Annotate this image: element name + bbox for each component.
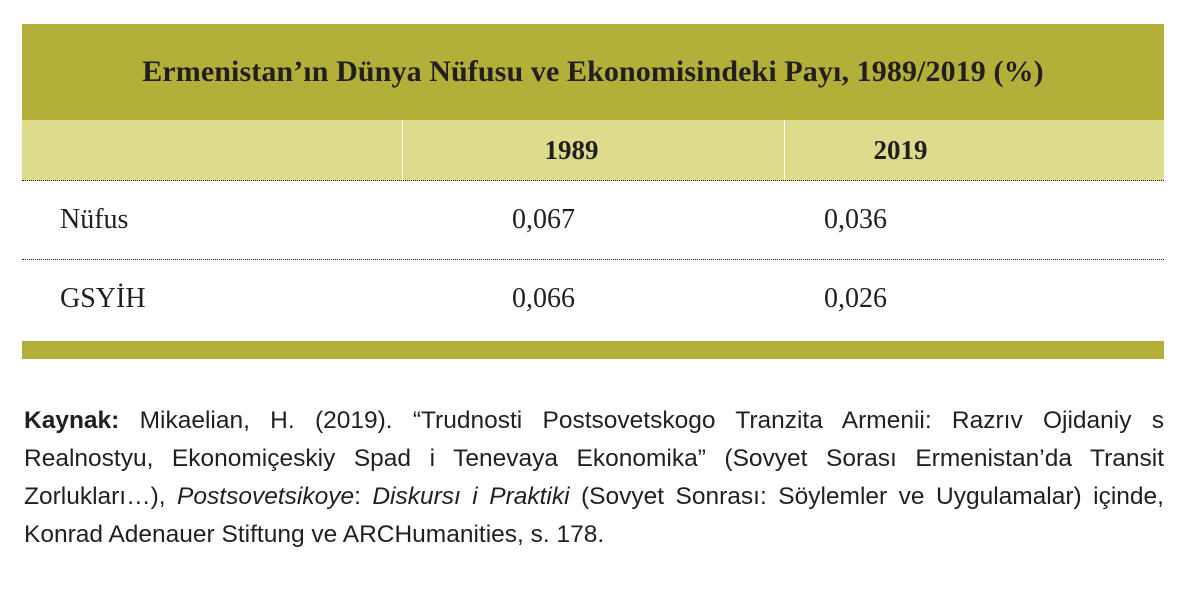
header-empty-cell xyxy=(22,120,402,180)
table-row xyxy=(22,181,1164,260)
data-table xyxy=(22,24,1164,359)
cell-nufus-2019: 0,036 xyxy=(824,204,887,235)
cell-nufus-1989: 0,067 xyxy=(512,204,575,235)
table-title: Ermenistan’ın Dünya Nüfusu ve Ekonomisindeki Payı, 1989/2019 (%) xyxy=(22,24,1164,120)
source-text-2: : xyxy=(354,483,373,510)
source-note xyxy=(24,402,1164,554)
source-italic-1: Postsovetsikoye xyxy=(177,483,355,510)
source-italic-2: Diskursı i Praktiki xyxy=(372,483,570,510)
table-footer-bar xyxy=(22,341,1164,359)
header-1989: 1989 xyxy=(402,120,784,180)
header-2019: 2019 xyxy=(784,120,1164,180)
table-row xyxy=(22,260,1164,338)
cell-gsyih-2019: 0,026 xyxy=(824,283,887,314)
source-text-3: (Sovyet Sonrası: Söylemler ve Uygulamalar) içinde, Konrad Adenauer Stiftung ve ARCHumanities, s. 178. xyxy=(24,483,1164,548)
table-header-row xyxy=(22,120,1164,181)
cell-gsyih-1989: 0,066 xyxy=(512,283,575,314)
source-text-1: Mikaelian, H. (2019). “Trudnosti Postsovetskogo Tranzita Armenii: Razrıv Ojidaniy s Realnostyu, Ekonomiçeskiy Spad i Tenevaya Ekonomika” (Sovyet Sorası Ermenistan’da Transit Zorlukları…), xyxy=(24,407,1164,510)
row-label-nufus: Nüfus xyxy=(60,204,129,235)
row-label-gsyih: GSYİH xyxy=(60,283,146,314)
source-label: Kaynak: xyxy=(24,407,120,434)
